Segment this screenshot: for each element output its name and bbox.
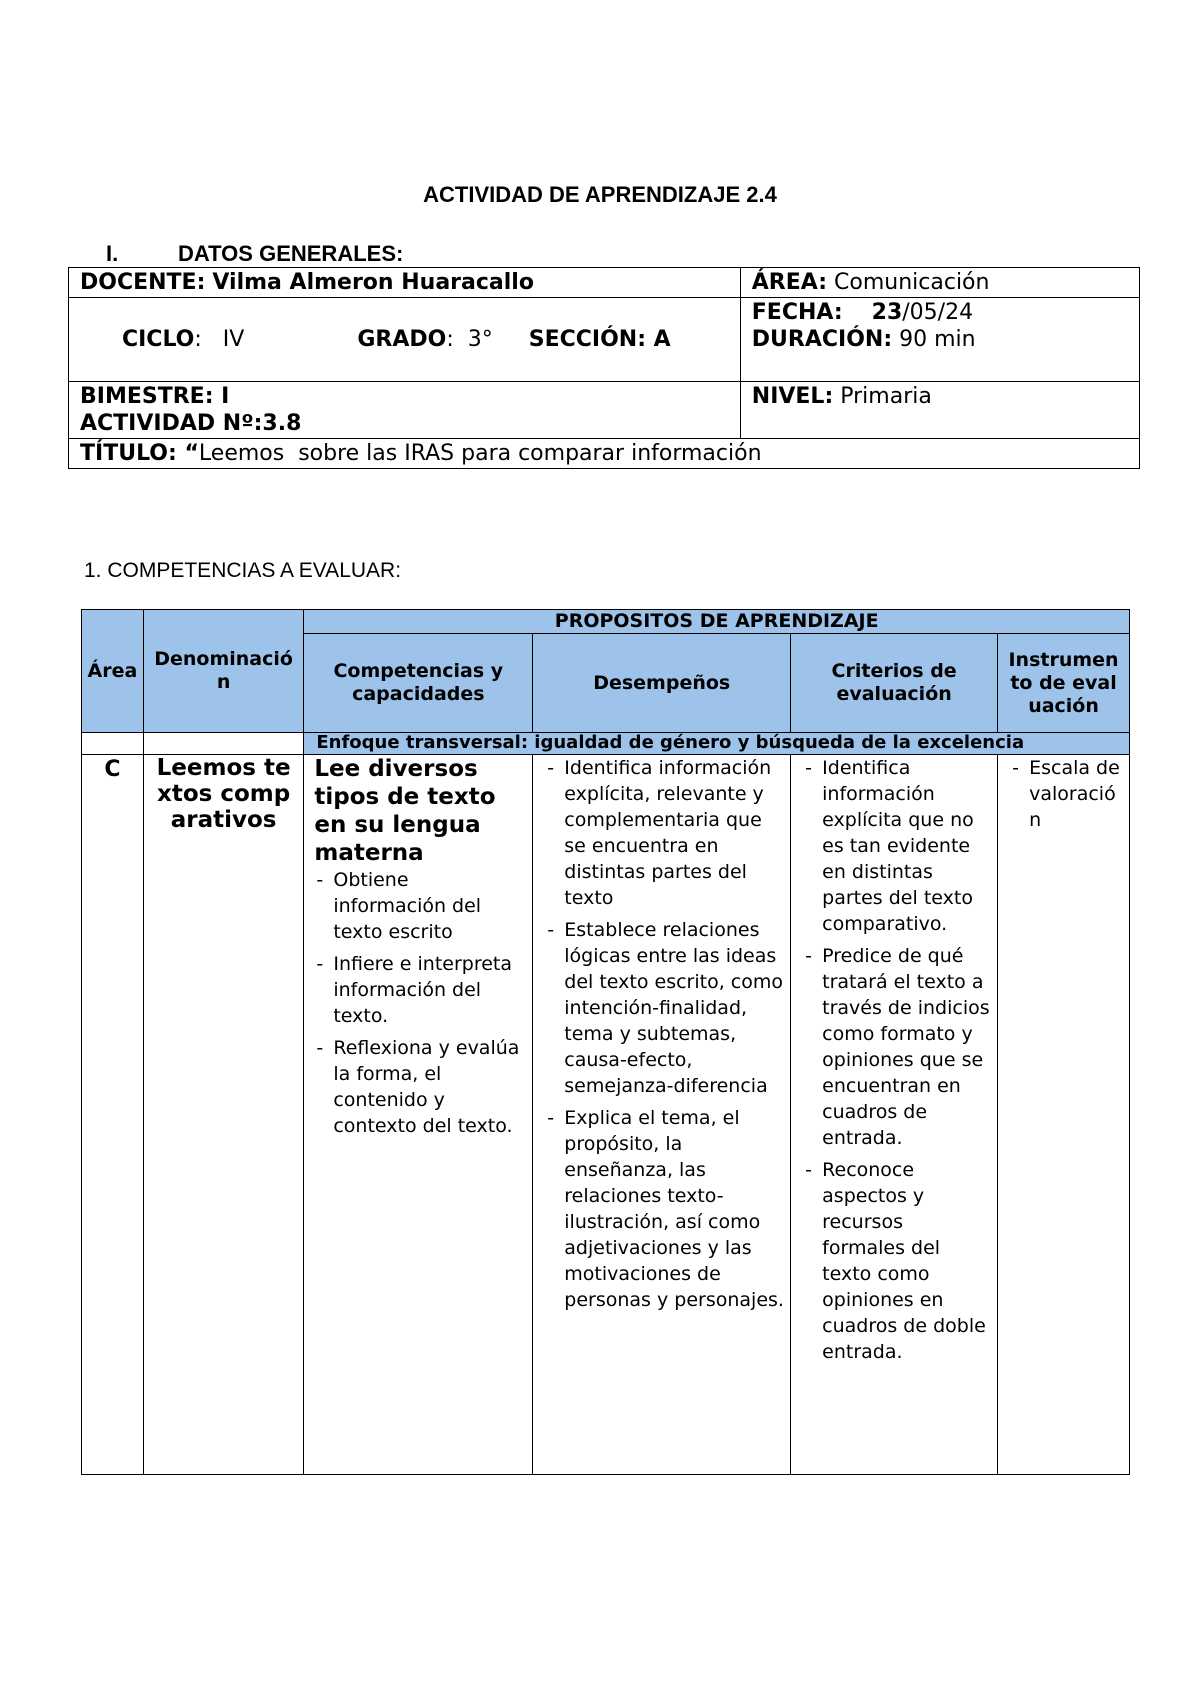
enfoque-blank-denominacion: [143, 733, 304, 755]
list-item: - Reflexiona y evalúa la forma, el contenido y contexto del texto.: [314, 1035, 522, 1139]
enfoque-transversal: Enfoque transversal: igualdad de género y búsqueda de la excelencia: [304, 733, 1130, 755]
docente-label: DOCENTE:: [80, 270, 206, 295]
grado-label: GRADO: [357, 327, 447, 352]
header-instrumento: Instrumento de evaluación: [998, 634, 1130, 733]
list-item: - Obtiene información del texto escrito: [314, 867, 522, 945]
grado-value: : 3°: [446, 327, 493, 352]
ciclo-label: CICLO: [121, 327, 195, 352]
duracion-label: DURACIÓN:: [751, 327, 893, 352]
competencia-title: Lee diversos tipos de texto en su lengua materna: [314, 756, 496, 866]
general-data-table: [68, 267, 1140, 469]
header-competencias: Competencias y capacidades: [304, 634, 533, 733]
list-item: - Identifica información explícita que no es tan evidente en distintas partes del texto comparativo.: [803, 755, 991, 937]
instrumentos-list: [1010, 755, 1123, 833]
seccion-label: SECCIÓN: A: [528, 327, 671, 352]
fecha-duracion-cell: [740, 298, 1139, 382]
enfoque-blank-area: [82, 733, 144, 755]
desempenos-list: [545, 755, 784, 1313]
header-desempenos: Desempeños: [533, 634, 791, 733]
docente-value: Vilma Almeron Huaracallo: [212, 270, 534, 295]
row-desempenos-cell: [533, 755, 791, 1475]
header-criterios: Criterios de evaluación: [791, 634, 998, 733]
ciclo-grado-seccion-cell: [69, 298, 741, 382]
list-item: - Reconoce aspectos y recursos formales del texto como opiniones en cuadros de doble entrada.: [803, 1157, 991, 1365]
row-area: C: [82, 755, 144, 1475]
nivel-label: NIVEL:: [751, 384, 834, 409]
competencias-heading: 1. COMPETENCIAS A EVALUAR:: [84, 559, 402, 582]
page-title: ACTIVIDAD DE APRENDIZAJE 2.4: [423, 182, 777, 207]
titulo-value: Leemos sobre las IRAS para comparar información: [198, 441, 762, 466]
section-heading: [106, 241, 403, 267]
list-item: - Establece relaciones lógicas entre las ideas del texto escrito, como intención-finalidad, tema y subtemas, causa-efecto, semejanza-diferencia: [545, 917, 784, 1099]
fecha-rest: /05/24: [902, 300, 974, 325]
list-item: - Predice de qué tratará el texto a través de indicios como formato y opiniones que se encuentran en cuadros de entrada.: [803, 943, 991, 1151]
header-propositos: PROPOSITOS DE APRENDIZAJE: [304, 610, 1130, 634]
duracion-value: 90 min: [899, 327, 976, 352]
bimestre: BIMESTRE: I: [80, 384, 230, 409]
bimestre-actividad-cell: [69, 382, 741, 439]
header-area: Área: [82, 610, 144, 733]
fecha-day: 23: [871, 300, 903, 325]
header-denominacion: Denominación: [143, 610, 304, 733]
nivel-value: Primaria: [840, 384, 932, 409]
actividad-number: ACTIVIDAD Nº:3.8: [80, 411, 302, 436]
list-item: - Escala de valoración: [1010, 755, 1123, 833]
list-item: - Explica el tema, el propósito, la enseñanza, las relaciones texto-ilustración, así como adjetivaciones y las motivaciones de personas y personajes.: [545, 1105, 784, 1313]
fecha-label: FECHA:: [751, 300, 843, 325]
section-number: I.: [106, 241, 119, 266]
competencias-table: [81, 609, 1130, 1475]
section-label: DATOS GENERALES:: [178, 241, 404, 266]
list-item: - Infiere e interpreta información del texto.: [314, 951, 522, 1029]
row-denominacion: Leemos textos comparativos: [143, 755, 304, 1475]
row-instrumento-cell: [998, 755, 1130, 1475]
area-label: ÁREA:: [751, 270, 828, 295]
duracion-line: [752, 326, 1128, 353]
list-item: - Identifica información explícita, relevante y complementaria que se encuentra en distintas partes del texto: [545, 755, 784, 911]
capacidades-list: [314, 867, 522, 1139]
criterios-list: [803, 755, 991, 1365]
row-competencia-cell: [304, 755, 533, 1475]
titulo-label: TÍTULO: “: [80, 441, 199, 466]
area-value: Comunicación: [834, 270, 990, 295]
area-cell: [740, 268, 1139, 298]
nivel-cell: [740, 382, 1139, 439]
docente-cell: [69, 268, 741, 298]
ciclo-value: : IV: [194, 327, 245, 352]
titulo-cell: [69, 439, 1140, 469]
row-criterios-cell: [791, 755, 998, 1475]
fecha-line: [752, 299, 1128, 326]
